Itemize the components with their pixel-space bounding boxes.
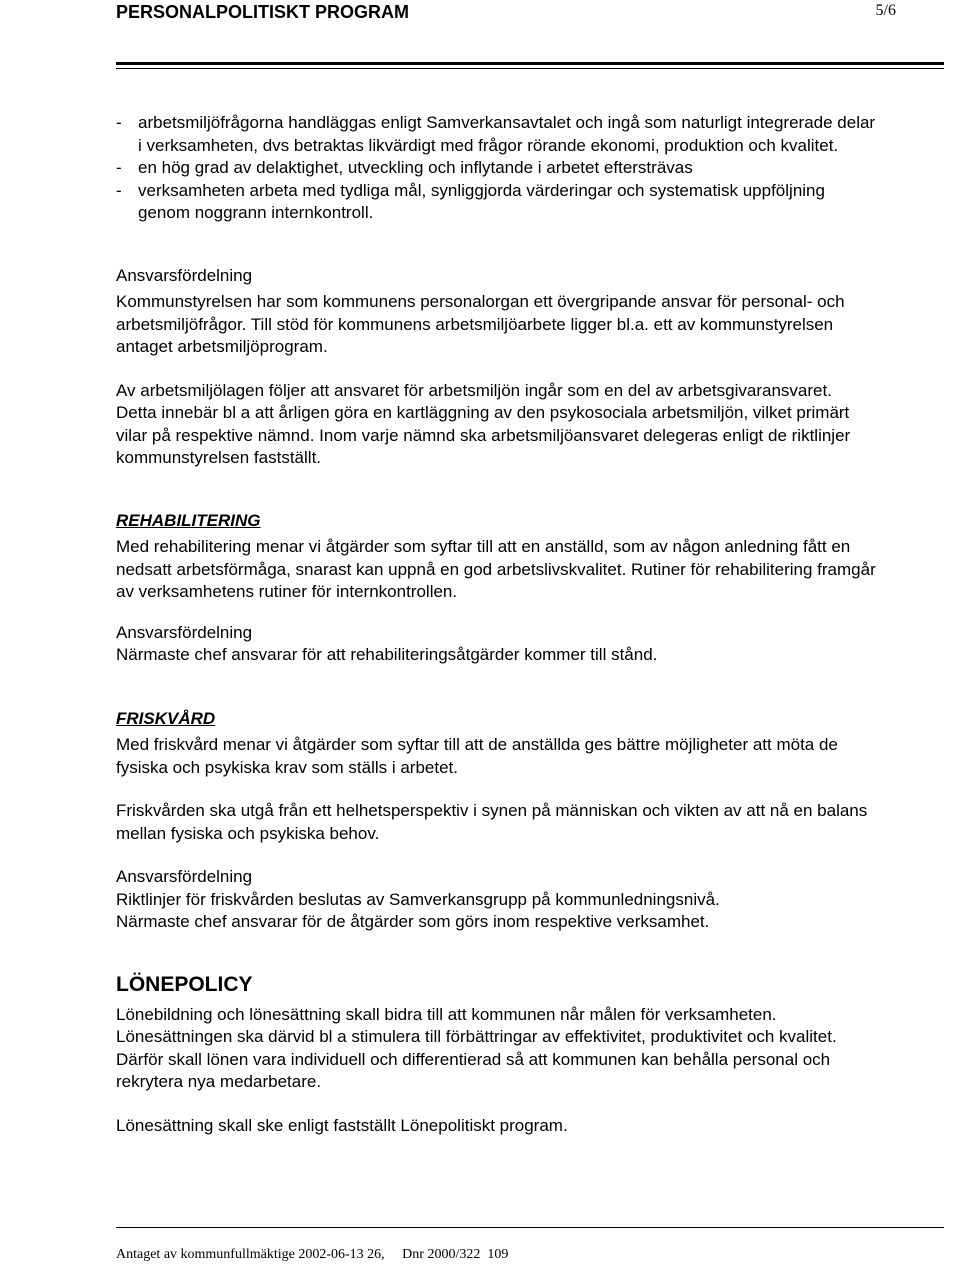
heading-friskvard: FRISKVÅRD	[116, 708, 216, 728]
list-item-text: en hög grad av delaktighet, utveckling och inflytande i arbetet eftersträvas	[138, 158, 693, 177]
subheading-ansvarsfordelning: Ansvarsfördelning	[116, 867, 253, 886]
dash-bullet: -	[116, 180, 122, 200]
paragraph-line: Riktlinjer för friskvården beslutas av Samverkansgrupp på kommunledningsnivå.	[116, 889, 720, 909]
list-item	[116, 112, 876, 157]
paragraph: Kommunstyrelsen har som kommunens personalorgan ett övergripande ansvar för personal- och arbetsmiljöfrågor. Till stöd för kommunens arbetsmiljöarbete ligger bl.a. ett av kommunstyrelsen antaget arbetsmiljöprogram.	[116, 292, 845, 356]
header-rule-thin	[116, 68, 944, 69]
header-rule-thick	[116, 62, 944, 65]
list-item	[116, 180, 876, 225]
document-title: PERSONALPOLITISKT PROGRAM	[116, 2, 410, 22]
paragraph: Lönebildning och lönesättning skall bidra till att kommunen når målen för verksamheten. Lönesättningen ska därvid bl a stimulera till förbättringar av effektivitet, produktivitet och kvalitet. Därför skall lönen vara individuell och differentierad så att kommunen kan behålla personal och rekrytera nya medarbetare.	[116, 1004, 837, 1091]
paragraph: Med rehabilitering menar vi åtgärder som syftar till att en anställd, som av någon anledning fått en nedsatt arbetsförmåga, snarast kan uppnå en god arbetslivskvalitet. Rutiner för rehabilitering framgår av verksamhetens rutiner för internkontrollen.	[116, 537, 876, 601]
page-header	[116, 0, 896, 24]
paragraph: Med friskvård menar vi åtgärder som syftar till att de anställda ges bättre möjligheter att möta de fysiska och psykiska krav som ställs i arbetet.	[116, 735, 838, 777]
subheading-ansvarsfordelning: Ansvarsfördelning	[116, 622, 253, 642]
footer-adoption-note	[116, 1247, 508, 1263]
subheading-ansvarsfordelning: Ansvarsfördelning	[116, 265, 253, 285]
footer-rule	[116, 1227, 944, 1228]
paragraph: Friskvården ska utgå från ett helhetsperspektiv i synen på människan och vikten av att nå en balans mellan fysiska och psykiska behov.	[116, 801, 868, 843]
intro-bullet-list	[116, 112, 876, 225]
dash-bullet: -	[116, 158, 122, 177]
heading-lonepolicy: LÖNEPOLICY	[116, 972, 253, 996]
paragraph: Lönesättning skall ske enligt fastställt Lönepolitiskt program.	[116, 1115, 568, 1135]
list-item-text: verksamheten arbeta med tydliga mål, synliggjorda värderingar och systematisk uppföljning genom noggrann internkontroll.	[138, 180, 825, 222]
heading-rehabilitering: REHABILITERING	[116, 510, 261, 530]
paragraph-line: Närmaste chef ansvarar för de åtgärder som görs inom respektive verksamhet.	[116, 912, 710, 931]
paragraph: Närmaste chef ansvarar för att rehabiliteringsåtgärder kommer till stånd.	[116, 645, 658, 664]
list-item	[116, 157, 876, 180]
page-number: 5/6	[875, 2, 896, 19]
footer-text: Antaget av kommunfullmäktige 2002-06-13 26, Dnr 2000/322 109	[116, 1247, 509, 1262]
dash-bullet: -	[116, 113, 122, 132]
paragraph: Av arbetsmiljölagen följer att ansvaret för arbetsmiljön ingår som en del av arbetsgivaransvaret. Detta innebär bl a att årligen göra en kartläggning av den psykosociala arbetsmiljön, vilket primärt vilar på respektive nämnd. Inom varje nämnd ska arbetsmiljöansvaret delegeras enligt de riktlinjer kommunstyrelsen fastställt.	[116, 380, 851, 467]
document-body	[116, 112, 876, 1137]
list-item-text: arbetsmiljöfrågorna handläggas enligt Samverkansavtalet och ingå som naturligt integrerade delar i verksamheten, dvs betraktas likvärdigt med frågor rörande ekonomi, produktion och kvalitet.	[138, 113, 876, 155]
